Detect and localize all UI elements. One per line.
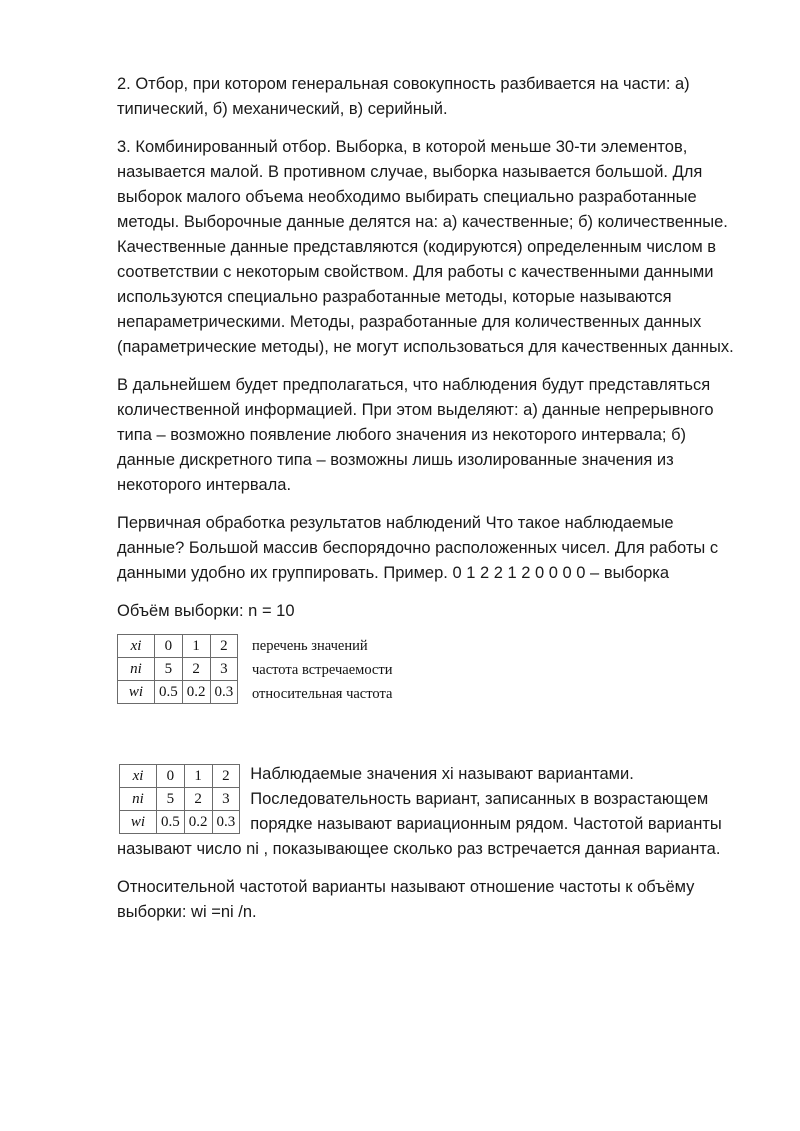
row-header-xi: xi bbox=[118, 635, 155, 658]
row-header-xi: xi bbox=[120, 765, 157, 788]
table-row bbox=[118, 635, 238, 658]
table-row bbox=[118, 658, 238, 681]
table-cell: 5 bbox=[155, 658, 183, 681]
table-cell: 2 bbox=[182, 658, 210, 681]
table-cell: 0.3 bbox=[210, 681, 238, 704]
paragraph-sample-size: Объём выборки: n = 10 bbox=[117, 602, 295, 620]
table-row bbox=[120, 811, 240, 834]
table-cell: 1 bbox=[184, 765, 212, 788]
row-header-ni: ni bbox=[118, 658, 155, 681]
row-header-wi: wi bbox=[120, 811, 157, 834]
table-cell: 2 bbox=[184, 788, 212, 811]
annotation-values-list: перечень значений bbox=[252, 638, 368, 654]
row-header-wi: wi bbox=[118, 681, 155, 704]
document-page bbox=[117, 72, 742, 938]
paragraph-data-types: В дальнейшем будет предполагаться, что наблюдения будут представляться количественной информацией. При этом выделяют: а) данные непрерывного типа – возможно появление любого значения из некоторого интервала; б) данные дискретного типа – возможны лишь изолированные значения из некоторого интервала. bbox=[117, 376, 714, 494]
table-cell: 2 bbox=[212, 765, 240, 788]
frequency-table bbox=[117, 634, 238, 704]
table-cell: 5 bbox=[157, 788, 185, 811]
table-cell: 3 bbox=[210, 658, 238, 681]
paragraph-relative-frequency: Относительной частотой варианты называют отношение частоты к объёму выборки: wi =ni /n. bbox=[117, 878, 695, 921]
table-cell: 3 bbox=[212, 788, 240, 811]
table-cell: 0.2 bbox=[184, 811, 212, 834]
table-row bbox=[120, 788, 240, 811]
table-cell: 0.5 bbox=[155, 681, 183, 704]
table-cell: 1 bbox=[182, 635, 210, 658]
paragraph-combined-selection: 3. Комбинированный отбор. Выборка, в которой меньше 30-ти элементов, называется малой. В противном случае, выборка называется большой. Для выборок малого объема необходимо выбирать специально разработанные методы. Выборочные данные делятся на: а) качественные; б) количественные. Качественные данные представляются (кодируются) определенным числом в соответствии с некоторым свойством. Для работы с качественными данными используются специально разработанные методы, которые называются непараметрическими. Методы, разработанные для количественных данных (параметрические методы), не могут использоваться для качественных данных. bbox=[117, 138, 734, 356]
annotation-frequency: частота встречаемости bbox=[252, 662, 393, 678]
table-cell: 0 bbox=[155, 635, 183, 658]
annotation-relative-frequency: относительная частота bbox=[252, 686, 393, 702]
table-cell: 0.3 bbox=[212, 811, 240, 834]
paragraph-primary-processing: Первичная обработка результатов наблюдений Что такое наблюдаемые данные? Большой массив беспорядочно расположенных чисел. Для работы с данными удобно их группировать. Пример. 0 1 2 2 1 2 0 0 0 0 – выборка bbox=[117, 514, 719, 582]
table-cell: 0.5 bbox=[157, 811, 185, 834]
table-cell: 0.2 bbox=[182, 681, 210, 704]
paragraph-variants: Наблюдаемые значения xi называют вариантами. Последовательность вариант, записанных в возрастающем порядке называют вариационным рядом. Частотой варианты называют число ni , показывающее сколько раз встречается данная варианта. bbox=[117, 765, 722, 858]
frequency-table-copy bbox=[119, 764, 240, 834]
table-cell: 2 bbox=[210, 635, 238, 658]
table-annotations bbox=[252, 634, 392, 706]
table-row bbox=[120, 765, 240, 788]
frequency-table-block bbox=[117, 634, 742, 734]
row-header-ni: ni bbox=[120, 788, 157, 811]
table-cell: 0 bbox=[157, 765, 185, 788]
table-row bbox=[118, 681, 238, 704]
paragraph-selection-types: 2. Отбор, при котором генеральная совокупность разбивается на части: а) типический, б) механический, в) серийный. bbox=[117, 75, 690, 118]
variants-block bbox=[117, 762, 742, 862]
